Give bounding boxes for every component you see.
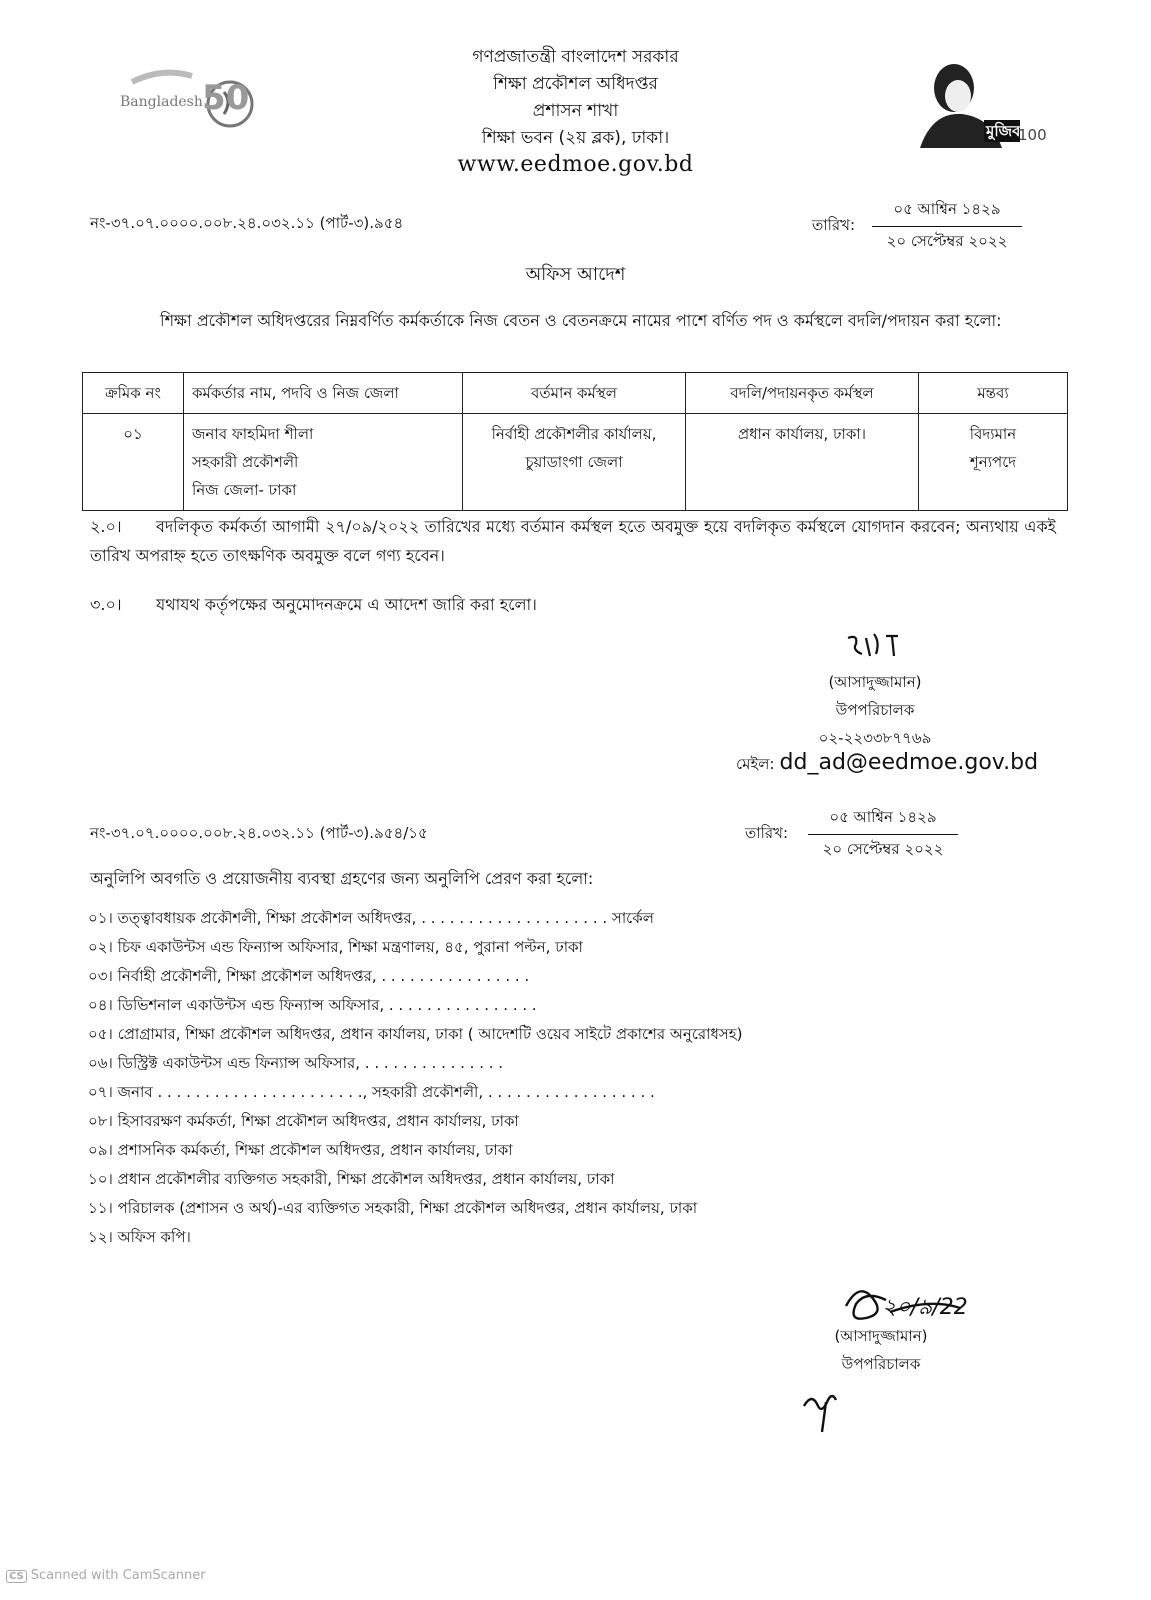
list-item: ০১। তত্ত্বাবধায়ক প্রকৌশলী, শিক্ষা প্রকৌশল অধিদপ্তর, . . . . . . . . . . . . . . . . . . . . সার্কেল [88,909,654,927]
list-item: ১০। প্রধান প্রকৌশলীর ব্যক্তিগত সহকারী, শিক্ষা প্রকৌশল অধিদপ্তর, প্রধান কার্যালয়, ঢাকা [88,1170,615,1188]
signatory2-block [786,1322,976,1378]
remark-line-1: বিদ্যমান [969,425,1017,443]
signatory-designation: উপপরিচালক [835,701,915,719]
table-header-row [83,373,1068,414]
page-title: অফিস আদেশ [525,264,626,285]
remark-line-2: শূন্যপদে [969,453,1017,471]
clause-2-number: ২.০। [90,517,122,536]
intro-text: শিক্ষা প্রকৌশল অধিদপ্তরের নিম্নবর্ণিত কর্মকর্তাকে নিজ বেতন ও বেতনক্রমে নামের পাশে বর্ণিত পদ ও কর্মস্থলে বদলি/পদায়ন করা হলো: [160,311,1002,330]
signatory-name: (আসাদুজ্জামান) [828,673,922,691]
header-line-2: শিক্ষা প্রকৌশল অধিদপ্তর [493,74,658,94]
col-posted: বদলি/পদায়নকৃত কর্মস্থল [686,373,919,414]
clause-2-text: বদলিকৃত কর্মকর্তা আগামী ২৭/০৯/২০২২ তারিখের মধ্যে বর্তমান কর্মস্থল হতে অবমুক্ত হয়ে বদলিকৃত কর্মস্থলে যোগদান করবেন; অন্যথায় একই তারিখ অপরাহ্ন হতে তাৎক্ষণিক অবমুক্ত বলে গণ্য হবেন। [90,517,1056,565]
list-item: ০৫। প্রোগ্রামার, শিক্ষা প্রকৌশল অধিদপ্তর, প্রধান কার্যালয়, ঢাকা ( আদেশটি ওয়েব সাইটে প্রকাশের অনুরোধসহ) [88,1025,743,1043]
header-website: www.eedmoe.gov.bd [457,152,694,177]
camscanner-watermark [6,1568,206,1583]
header-line-1: গণপ্রজাতন্ত্রী বাংলাদেশ সরকার [472,47,679,67]
memo2-number: নং-৩৭.০৭.০০০০.০০৮.২৪.০৩২.১১ (পার্ট-৩).৯৫৪/১৫ [90,824,428,842]
cc-list [88,904,743,1252]
officer-designation: সহকারী প্রকৌশলী [192,453,299,471]
cell-current [463,414,686,511]
signatory2-designation: উপপরিচালক [841,1355,921,1373]
signatory-phone: ০২-২২৩৩৮৭৭৬৯ [818,729,932,747]
header-line-3: প্রশাসন শাখা [532,101,619,121]
memo2-date [808,806,958,863]
clause-3-text: যথাযথ কর্তৃপক্ষের অনুমোদনক্রমে এ আদেশ জারি করা হলো। [156,595,537,614]
signatory2-name: (আসাদুজ্জামান) [834,1327,928,1345]
transfer-table [82,372,1068,511]
table-row [83,414,1068,511]
logo-100-text: 100 [1018,126,1047,144]
current-office: নির্বাহী প্রকৌশলীর কার্যালয়, [491,425,657,443]
email-label: মেইল: [736,755,775,773]
current-district: চুয়াডাংগা জেলা [525,453,623,471]
signature-1 [842,630,912,664]
date-bangla: ০৫ আশ্বিন ১৪২৯ [893,200,1001,218]
logo-text: Bangladesh [120,94,203,110]
date-english: ২০ সেপ্টেম্বর ২০২২ [886,232,1008,250]
clause-3 [90,590,1056,619]
clause-3-number: ৩.০। [90,595,122,614]
cell-posted: প্রধান কার্যালয়, ঢাকা। [686,414,919,511]
cc-intro: অনুলিপি অবগতি ও প্রয়োজনীয় ব্যবস্থা গ্রহণের জন্য অনুলিপি প্রেরণ করা হলো: [90,869,594,888]
signatory-block [780,668,970,752]
signatory-email-row [736,750,1038,778]
cell-name [184,414,463,511]
col-current: বর্তমান কর্মস্থল [463,373,686,414]
date2-english: ২০ সেপ্টেম্বর ২০২২ [822,840,944,858]
col-serial: ক্রমিক নং [83,373,184,414]
list-item: ০৭। জনাব . . . . . . . . . . . . . . . . . . . . . ., সহকারী প্রকৌশলী, . . . . . . . . . . . . . . . . . . [88,1083,655,1101]
officer-district: নিজ জেলা- ঢাকা [192,481,297,499]
camscanner-badge: CS [6,1570,27,1583]
list-item: ০৪। ডিভিশনাল একাউন্টস এন্ড ফিন্যান্স অফিসার, . . . . . . . . . . . . . . . . [88,996,537,1014]
logo-mujib-text: মুজিব [986,122,1021,140]
clause-2 [90,512,1056,570]
header-line-4: শিক্ষা ভবন (২য় ব্লক), ঢাকা। [481,128,670,148]
list-item: ০২। চিফ একাউন্টস এন্ড ফিন্যান্স অফিসার, শিক্ষা মন্ত্রণালয়, ৪৫, পুরানা পল্টন, ঢাকা [88,938,583,956]
list-item: ১২। অফিস কপি। [88,1228,191,1246]
col-name: কর্মকর্তার নাম, পদবি ও নিজ জেলা [184,373,463,414]
list-item: ০৯। প্রশাসনিক কর্মকর্তা, শিক্ষা প্রকৌশল অধিদপ্তর, প্রধান কার্যালয়, ঢাকা [88,1141,513,1159]
cell-serial: ০১ [83,414,184,511]
date2-bangla: ০৫ আশ্বিন ১৪২৯ [829,808,937,826]
memo-date [872,198,1022,255]
memo-number: নং-৩৭.০৭.০০০০.০০৮.২৪.০৩২.১১ (পার্ট-৩).৯৫৪ [90,214,404,232]
signature-2-date: ২০/৯/22 [882,1295,968,1320]
list-item: ০৩। নির্বাহী প্রকৌশলী, শিক্ষা প্রকৌশল অধিদপ্তর, . . . . . . . . . . . . . . . . [88,967,530,985]
date-label: তারিখ: [812,216,856,234]
date-divider [872,226,1022,227]
list-item: ০৮। হিসাবরক্ষণ কর্মকর্তা, শিক্ষা প্রকৌশল অধিদপ্তর, প্রধান কার্যালয়, ঢাকা [88,1112,519,1130]
list-item: ১১। পরিচালক (প্রশাসন ও অর্থ)-এর ব্যক্তিগত সহকারী, শিক্ষা প্রকৌশল অধিদপ্তর, প্রধান কার্যালয়, ঢাকা [88,1199,698,1217]
email-value[interactable]: dd_ad@eedmoe.gov.bd [779,750,1039,775]
col-remark: মন্তব্য [919,373,1068,414]
logo-number: 50 [202,78,250,118]
officer-name: জনাব ফাহমিদা শীলা [192,425,314,443]
initial-mark [796,1382,846,1438]
date2-divider [808,834,958,835]
watermark-text: Scanned with CamScanner [30,1568,206,1583]
cell-remark [919,414,1068,511]
list-item: ০৬। ডিস্ট্রিক্ট একাউন্টস এন্ড ফিন্যান্স অফিসার, . . . . . . . . . . . . . . . [88,1054,504,1072]
intro-paragraph [90,306,1056,335]
date2-label: তারিখ: [745,824,789,842]
